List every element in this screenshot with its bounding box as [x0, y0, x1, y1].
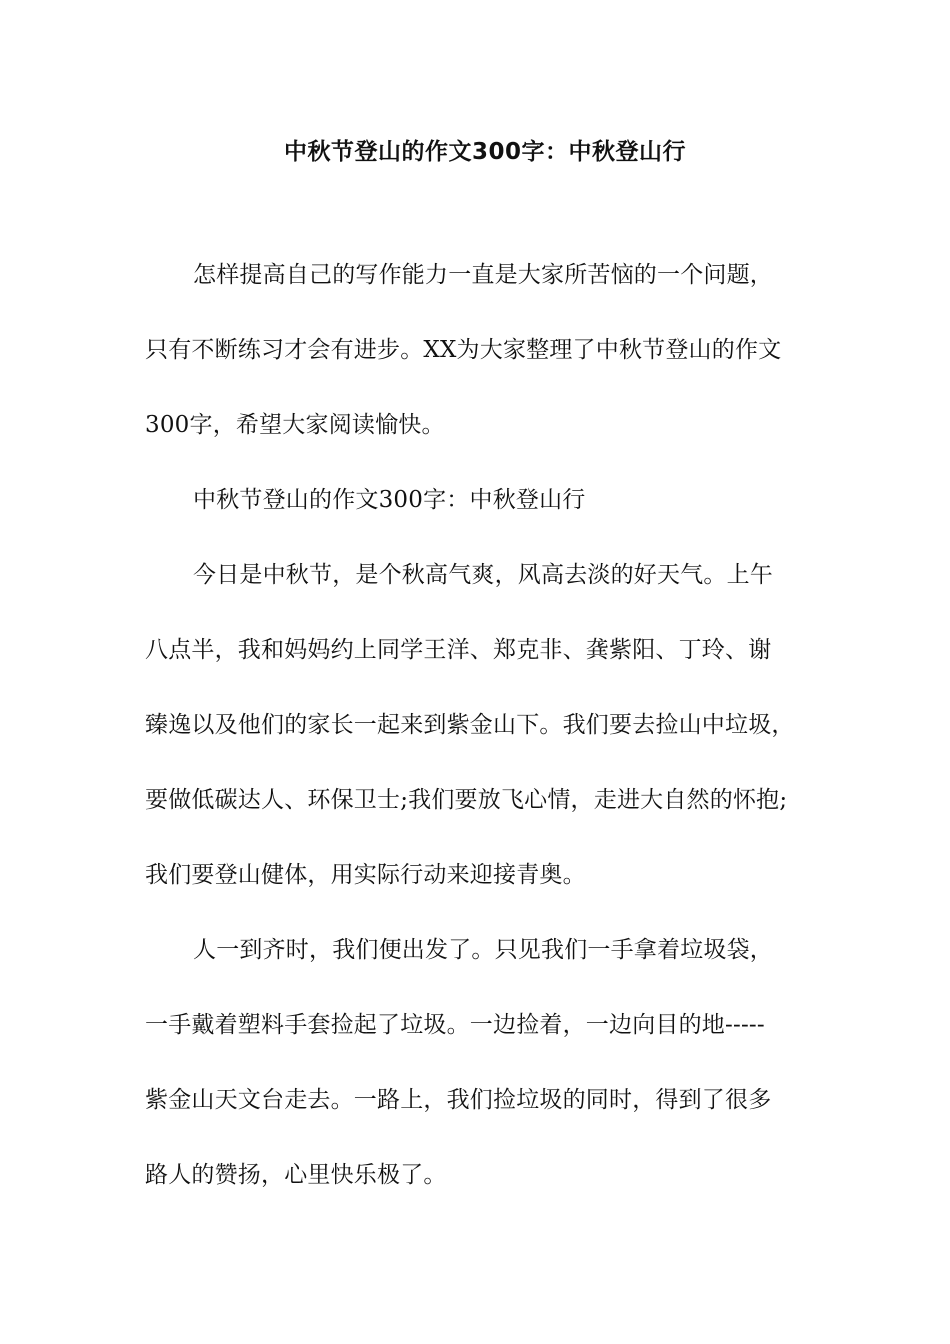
paragraph-3-line-4: 要做低碳达人、环保卫士;我们要放飞心情，走进大自然的怀抱; — [145, 787, 788, 813]
paragraph-1-line-2: 只有不断练习才会有进步。XX为大家整理了中秋节登山的作文 — [145, 337, 782, 363]
paragraph-1-line-1: 怎样提高自己的写作能力一直是大家所苦恼的一个问题， — [193, 262, 773, 288]
paragraph-1-line-3: 300字，希望大家阅读愉快。 — [145, 412, 445, 438]
paragraph-4-line-1: 人一到齐时，我们便出发了。只见我们一手拿着垃圾袋， — [193, 937, 773, 963]
document-title: 中秋节登山的作文300字：中秋登山行 — [283, 139, 686, 165]
paragraph-3-line-5: 我们要登山健体，用实际行动来迎接青奥。 — [145, 862, 586, 888]
paragraph-3-line-2: 八点半，我和妈妈约上同学王洋、郑克非、龚紫阳、丁玲、谢 — [145, 637, 772, 663]
paragraph-2-line-1: 中秋节登山的作文300字：中秋登山行 — [193, 487, 586, 513]
paragraph-4-line-4: 路人的赞扬，心里快乐极了。 — [145, 1162, 447, 1188]
paragraph-4-line-3: 紫金山天文台走去。一路上，我们捡垃圾的同时，得到了很多 — [145, 1087, 772, 1113]
paragraph-4-line-2: 一手戴着塑料手套捡起了垃圾。一边捡着，一边向目的地----- — [145, 1012, 765, 1038]
paragraph-3-line-3: 臻逸以及他们的家长一起来到紫金山下。我们要去捡山中垃圾， — [145, 712, 795, 738]
paragraph-3-line-1: 今日是中秋节，是个秋高气爽，风高去淡的好天气。上午 — [193, 562, 773, 588]
